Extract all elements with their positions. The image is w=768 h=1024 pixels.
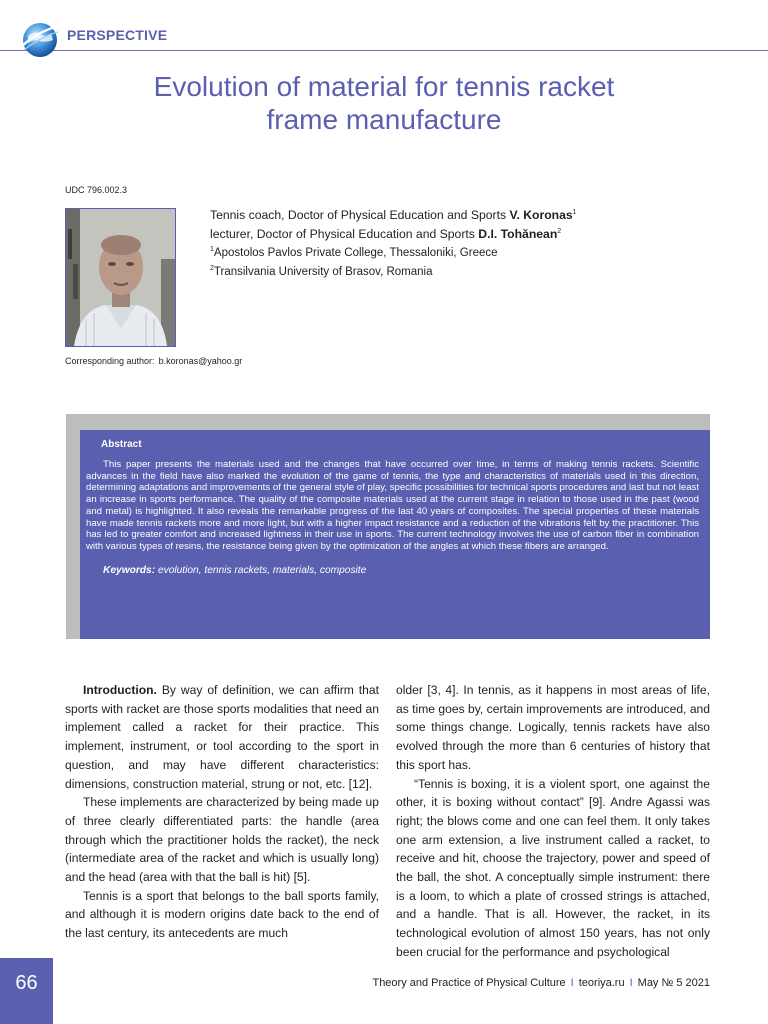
author-photo (65, 208, 176, 347)
author-2 (210, 224, 690, 243)
title-line-2: frame manufacture (266, 104, 502, 135)
intro-label: Introduction. (83, 683, 157, 697)
keywords-list: evolution, tennis rackets, materials, composite (157, 564, 367, 576)
affiliation-1 (210, 242, 690, 261)
footer-separator: I (629, 977, 633, 989)
section-label: PERSPECTIVE (67, 27, 168, 43)
footer-journal: Theory and Practice of Physical Culture (372, 977, 566, 989)
body-paragraph-3: Tennis is a sport that belongs to the ball sports family, and although it is modern origins date back to the end of the last century, its antecedents are much (65, 888, 379, 941)
keywords-label: Keywords: (103, 564, 156, 576)
intro-paragraph (65, 681, 379, 793)
affiliation-2-text: Transilvania University of Brasov, Romania (213, 266, 433, 279)
footer-site[interactable]: teoriya.ru (578, 977, 625, 989)
globe-logo-icon (18, 16, 62, 60)
footer-issue: May № 5 2021 (637, 977, 710, 989)
body-column-right (396, 681, 710, 962)
footer-separator: I (570, 977, 574, 989)
intro-text: By way of definition, we can affirm that sports with racket are those sports modalities that need an implement called a racket for their practice. This implement, instrument, or tool according to the sport in question, and may have different characteristics: dimensions, construction material, strung or not, etc. [12]. (65, 683, 379, 791)
affiliation-2-sup: 2 (210, 265, 214, 273)
author-1-name: V. Koronas (509, 208, 573, 223)
author-2-role: lecturer, Doctor of Physical Education and Sports (210, 226, 475, 241)
author-block (210, 205, 690, 281)
affiliation-2 (210, 261, 690, 280)
body-paragraph-5: “Tennis is boxing, it is a violent sport, one against the other, it is boxing without contact” [9]. Andre Agassi was right; the blows come and one can feel them. It only takes one arm extension, a live instrument called a racket, to receive and hit, choose the trajectory, power and speed of the ball, the shot. A conceptually simple instrument: there is a loom, to which a plate of crossed strings is attached, and a handle. That is all. However, the racket, in its technological evolution of almost 150 years, has not only been crucial for the performance and psychological (396, 776, 710, 959)
footer (300, 977, 710, 989)
affiliation-1-sup: 1 (210, 246, 214, 254)
author-1 (210, 205, 690, 224)
abstract-keywords (103, 565, 699, 576)
corresponding-author (65, 356, 242, 366)
abstract-heading: Abstract (101, 439, 142, 450)
page-number: 66 (0, 958, 53, 1024)
affiliation-1-text: Apostolos Pavlos Private College, Thessaloniki, Greece (213, 246, 498, 259)
body-column-left (65, 681, 379, 943)
abstract-text: This paper presents the materials used and the changes that have occurred over time, in terms of making tennis rackets. Scientific advances in the field have also marked the evolution of the game of tennis, the type and characteristics of materials used in this direction, determining adaptations and improvements of the general style of play, specific possibilities for technical sports procedures and last but not least an increase in sports performance. The quality of the composite materials used at the current stage in relation to those used in the past (wood and metal) is highlighted. It also reveals the remarkable progress of the last 40 years of composites. The special properties of these materials have made tennis rackets more and more light, but with a higher impact resistance and a reduction of the vibrations felt by the practitioner. This has led to greater comfort and increased lightness in their use in sports. The current technology involves the use of carbon fiber in combination with various types of resins, the resistance being given by the optimization of the angles at which these fibers are arranged. (86, 459, 699, 552)
title-line-1: Evolution of material for tennis racket (153, 71, 615, 102)
abstract-box (80, 430, 710, 639)
corresponding-label: Corresponding author: (65, 356, 155, 366)
header-rule (0, 50, 768, 51)
author-2-name: D.I. Tohănean (478, 226, 558, 241)
author-1-sup: 1 (572, 209, 577, 216)
body-paragraph-4: older [3, 4]. In tennis, as it happens in most areas of life, as time goes by, certain improvements are introduced, and some things change. Logically, tennis rackets have also evolved through the more than 6 centuries of history that this sport has. (396, 683, 710, 772)
author-1-role: Tennis coach, Doctor of Physical Education and Sports (210, 208, 507, 223)
author-2-sup: 2 (557, 227, 562, 235)
udc-code: UDC 796.002.3 (65, 185, 128, 195)
corresponding-email[interactable]: b.koronas@yahoo.gr (158, 356, 243, 366)
body-paragraph-2: These implements are characterized by being made up of three clearly differentiated parts: the handle (area through which the practitioner holds the racket), the neck (intermediate area of the racket and which is usually long) and the head (area with that the ball is hit) [5]. (65, 795, 379, 885)
article-title (60, 70, 708, 136)
